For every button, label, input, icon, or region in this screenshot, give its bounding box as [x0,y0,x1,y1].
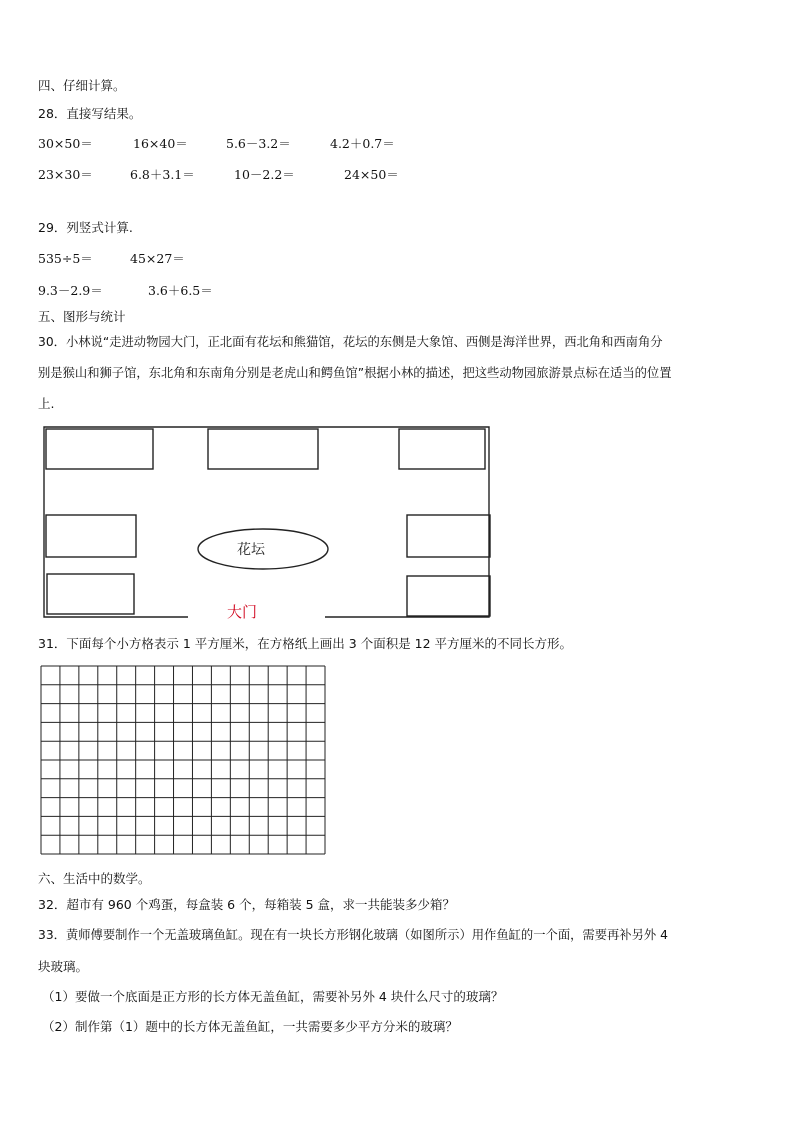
section-4-heading: 四、仔细计算。 [38,78,126,93]
map-box-north [208,429,318,469]
zoo-boundary [44,427,489,617]
q28-item-8: 24×50＝ [344,167,399,182]
question-32: 32．超市有 960 个鸡蛋，每盒装 6 个，每箱装 5 盒，求一共能装多少箱？ [38,897,456,912]
q28-item-1: 30×50＝ [38,136,93,151]
question-30-line-1: 30．小林说“走进动物园大门，正北面有花坛和熊猫馆，花坛的东侧是大象馆、西侧是海洋世界，西北角和西南角分 [38,335,663,349]
q29-item-1: 535÷5＝ [38,251,93,266]
section-6-heading: 六、生活中的数学。 [38,871,151,886]
q29-item-4: 3.6＋6.5＝ [148,283,213,298]
grid-paper[interactable] [40,665,328,857]
map-box-east [407,515,490,557]
q28-item-5: 23×30＝ [38,167,93,182]
q29-item-3: 9.3－2.9＝ [38,283,103,298]
q28-item-6: 6.8＋3.1＝ [130,167,195,182]
q28-item-2: 16×40＝ [133,136,188,151]
question-33-sub-2: （2）制作第（1）题中的长方体无盖鱼缸，一共需要多少平方分米的玻璃？ [42,1019,458,1034]
map-box-northwest [46,429,153,469]
question-30-line-2: 别是猴山和狮子馆，东北角和东南角分别是老虎山和鳄鱼馆”根据小林的描述，把这些动物园旅游景点标在适当的位置 [38,366,672,380]
map-box-northeast [399,429,485,469]
gate-label: 大门 [227,603,258,620]
question-33-line-1: 33．黄师傅要制作一个无盖玻璃鱼缸。现在有一块长方形钢化玻璃（如图所示）用作鱼缸的一个面，需要再补另外 4 [38,928,668,942]
section-5-heading: 五、图形与统计 [38,309,126,324]
question-33-sub-1: （1）要做一个底面是正方形的长方体无盖鱼缸，需要补另外 4 块什么尺寸的玻璃？ [42,989,504,1004]
map-box-southeast [407,576,490,616]
question-30-line-3: 上. [38,396,55,411]
question-33-line-2: 块玻璃。 [38,959,89,974]
q28-item-4: 4.2＋0.7＝ [330,136,395,151]
map-box-west [46,515,136,557]
flowerbed-label: 花坛 [237,542,265,558]
question-31-title: 31．下面每个小方格表示 1 平方厘米，在方格纸上画出 3 个面积是 12 平方厘米的不同长方形。 [38,636,573,651]
q28-item-3: 5.6－3.2＝ [226,136,291,151]
question-28-title: 28．直接写结果。 [38,106,142,121]
q29-item-2: 45×27＝ [130,251,185,266]
question-29-title: 29．列竖式计算. [38,220,133,235]
map-box-southwest [47,574,134,614]
q28-item-7: 10－2.2＝ [234,167,295,182]
zoo-map [40,425,496,620]
